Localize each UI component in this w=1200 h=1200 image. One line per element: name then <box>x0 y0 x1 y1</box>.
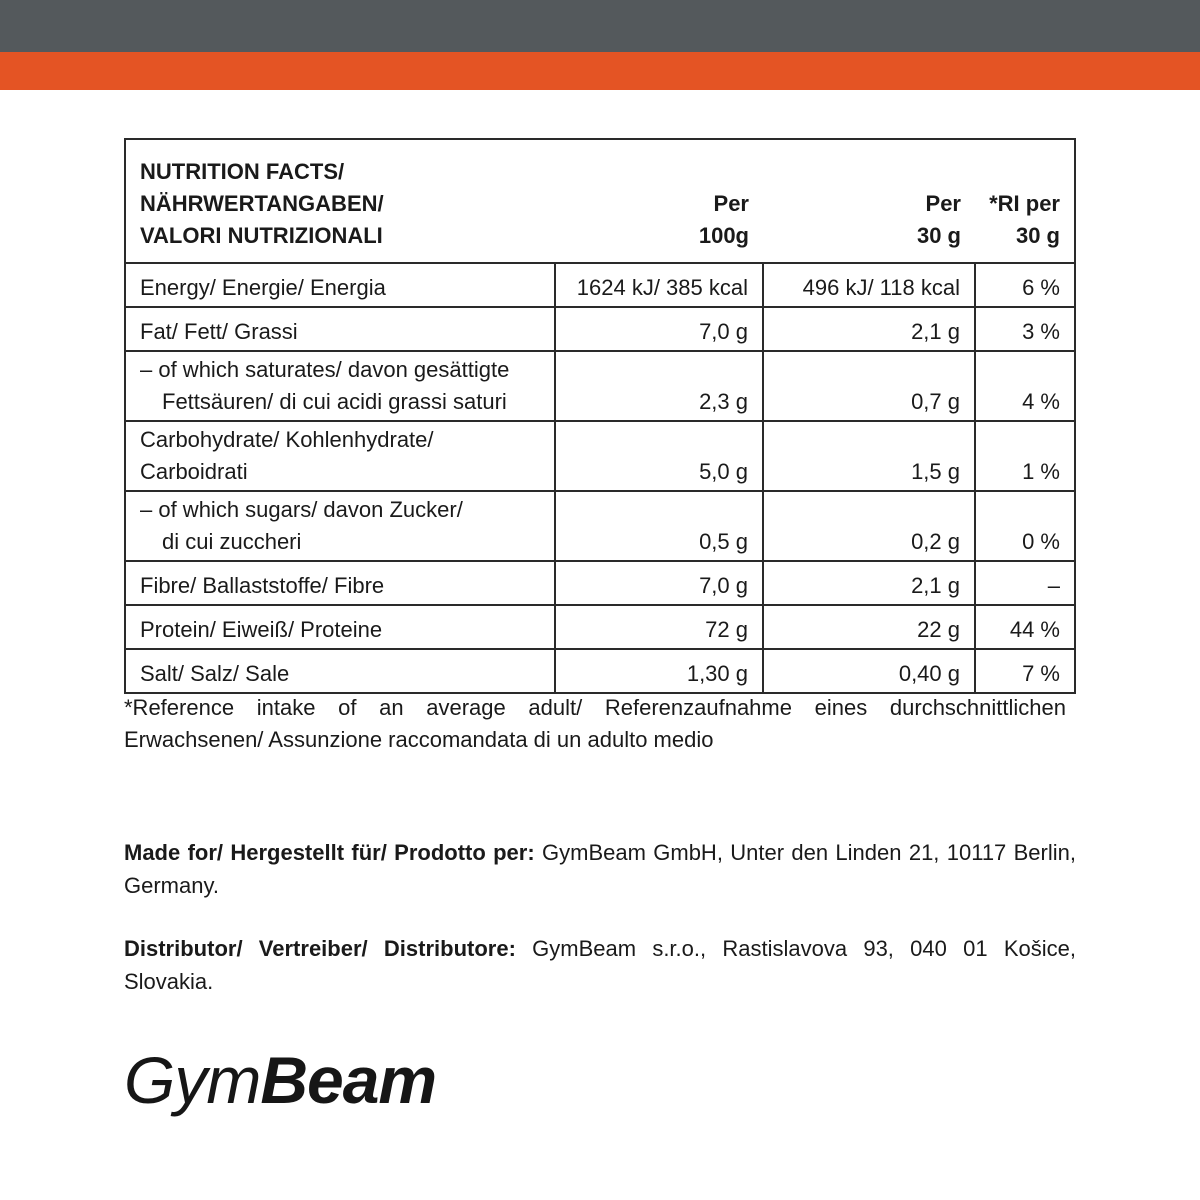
logo-text-light: Gym <box>124 1043 261 1117</box>
nutrient-name-line: – of which sugars/ davon Zucker/ <box>140 497 463 522</box>
nutrient-name <box>125 307 555 351</box>
table-row <box>125 561 1075 605</box>
nutrient-name-line: Fat/ Fett/ Grassi <box>140 319 298 344</box>
table-title <box>125 139 555 263</box>
nutrient-name <box>125 561 555 605</box>
logo-text-bold: Beam <box>260 1043 437 1117</box>
value-ri: 6 % <box>975 263 1075 307</box>
nutrient-name-line: – of which saturates/ davon gesättigte <box>140 357 510 382</box>
value-ri: 44 % <box>975 605 1075 649</box>
nutrient-name <box>125 263 555 307</box>
table-row <box>125 307 1075 351</box>
nutrient-name-line: di cui zuccheri <box>162 529 302 554</box>
made-for-label: Made for/ Hergestellt für/ Prodotto per: <box>124 840 535 865</box>
column-header-line: 30 g <box>916 223 961 248</box>
nutrient-name <box>125 649 555 693</box>
table-title-line: NÄHRWERTANGABEN/ <box>140 191 384 216</box>
nutrient-name-line: Protein/ Eiweiß/ Proteine <box>140 617 383 642</box>
distributor-label: Distributor/ Vertreiber/ Distributore: <box>124 936 516 961</box>
value-per-100g: 1624 kJ/ 385 kcal <box>555 263 763 307</box>
nutrient-name <box>125 491 555 561</box>
distributor-statement <box>124 932 1076 998</box>
value-per-100g: 1,30 g <box>555 649 763 693</box>
value-per-30g: 0,7 g <box>763 351 975 421</box>
nutrient-name <box>125 351 555 421</box>
table-row <box>125 605 1075 649</box>
nutrient-name-line: Energy/ Energie/ Energia <box>140 275 386 300</box>
top-orange-band <box>0 52 1200 90</box>
value-per-100g: 72 g <box>555 605 763 649</box>
column-header-line: 100g <box>698 223 749 248</box>
value-per-100g: 5,0 g <box>555 421 763 491</box>
table-row <box>125 491 1075 561</box>
value-ri: 3 % <box>975 307 1075 351</box>
gymbeam-logo <box>124 1040 436 1120</box>
nutrient-name-line: Carboidrati <box>140 459 248 484</box>
value-per-30g: 496 kJ/ 118 kcal <box>763 263 975 307</box>
table-row <box>125 263 1075 307</box>
value-per-30g: 0,2 g <box>763 491 975 561</box>
reference-intake-footnote: *Reference intake of an average adult/ Referenzaufnahme eines durchschnittlichen Erwachsenen/ Assunzione raccomandata di un adulto medio <box>124 695 1066 752</box>
nutrient-name-line: Carbohydrate/ Kohlenhydrate/ <box>140 427 434 452</box>
value-per-30g: 2,1 g <box>763 307 975 351</box>
value-per-100g: 2,3 g <box>555 351 763 421</box>
column-header-ri <box>975 139 1075 263</box>
nutrient-name-line: Fibre/ Ballaststoffe/ Fibre <box>140 573 385 598</box>
distributor-address: GymBeam s.r.o., Rastislavova 93, 040 01 Košice, Slovakia. <box>124 936 1076 994</box>
nutrient-name-line: Salt/ Salz/ Sale <box>140 661 290 686</box>
value-ri: – <box>975 561 1075 605</box>
top-gray-band <box>0 0 1200 52</box>
value-per-100g: 7,0 g <box>555 307 763 351</box>
value-per-100g: 0,5 g <box>555 491 763 561</box>
nutrient-name <box>125 605 555 649</box>
nutrition-table <box>124 138 1076 694</box>
value-ri: 1 % <box>975 421 1075 491</box>
table-row <box>125 649 1075 693</box>
value-ri: 7 % <box>975 649 1075 693</box>
value-per-30g: 0,40 g <box>763 649 975 693</box>
nutrient-name-line: Fettsäuren/ di cui acidi grassi saturi <box>162 389 507 414</box>
made-for-address: GymBeam GmbH, Unter den Linden 21, 10117 Berlin, Germany. <box>124 840 1076 898</box>
nutrient-name <box>125 421 555 491</box>
value-ri: 4 % <box>975 351 1075 421</box>
value-per-30g: 22 g <box>763 605 975 649</box>
table-title-line: NUTRITION FACTS/ <box>140 159 345 184</box>
value-per-30g: 2,1 g <box>763 561 975 605</box>
value-per-30g: 1,5 g <box>763 421 975 491</box>
column-header-per-30g <box>763 139 975 263</box>
column-header-line: 30 g <box>1015 223 1060 248</box>
table-row <box>125 421 1075 491</box>
value-ri: 0 % <box>975 491 1075 561</box>
table-title-line: VALORI NUTRIZIONALI <box>140 223 383 248</box>
column-header-line: Per <box>925 191 961 216</box>
value-per-100g: 7,0 g <box>555 561 763 605</box>
column-header-per-100g <box>555 139 763 263</box>
table-row <box>125 351 1075 421</box>
made-for-statement <box>124 836 1076 902</box>
table-header-row <box>125 139 1075 263</box>
column-header-line: Per <box>713 191 749 216</box>
column-header-line: *RI per <box>989 191 1060 216</box>
